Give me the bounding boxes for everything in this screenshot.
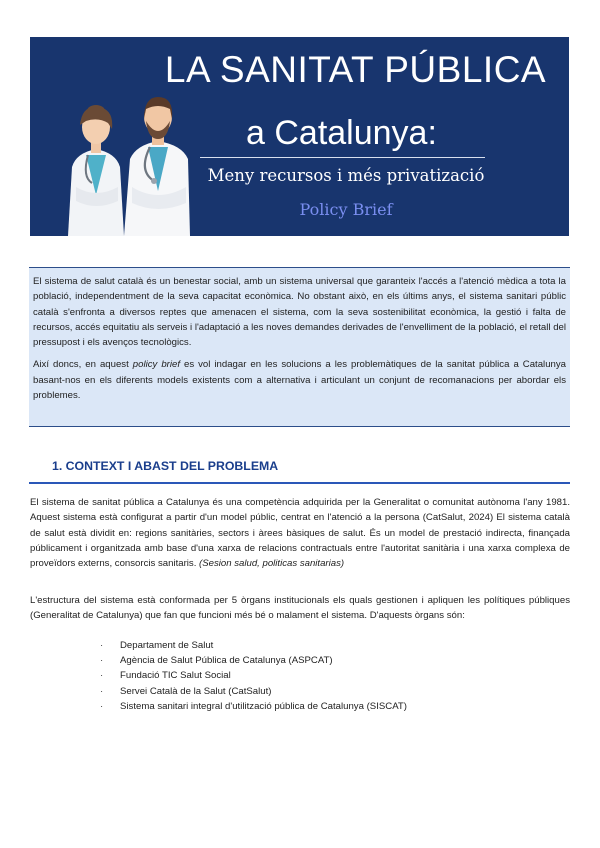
- citation: (Sesion salud, politicas sanitarias): [199, 558, 345, 570]
- abstract-paragraph-2: Així doncs, en aquest policy brief es vol indagar en les solucions a les problemàtiques de la sanitat pública a Catalunya basant-nos en els diferents models existents com a alternativa i articulant un conjunt de recomanacions per abordar els problemes.: [33, 359, 566, 402]
- male-doctor-figure: [124, 97, 190, 236]
- female-doctor-figure: [68, 105, 124, 236]
- section-paragraph-2: L'estructura del sistema està conformada per 5 òrgans institucionals els quals gestionen i apliquen les polítiques públiques (Generalitat de Catalunya) que fan que funcioni més bé o malament el sistema. D'aquests òrgans són:: [30, 595, 570, 622]
- banner-title-line2: a Catalunya:: [246, 114, 437, 152]
- header-banner: [30, 37, 569, 236]
- list-item: · Sistema sanitari integral d'utilització pública de Catalunya (SISCAT): [100, 699, 407, 714]
- abstract-box: [29, 267, 570, 427]
- list-item: · Departament de Salut: [100, 638, 407, 653]
- abstract-paragraph-1: El sistema de salut català és un benestar social, amb un sistema universal que garanteix l'accés a l'atenció mèdica a tota la població, independentment de la seva capacitat econòmica. No obstant això, en els últims anys, el sistema sanitari públic català s'enfronta a diversos reptes que amenacen el sistema, com la seva sostenibilitat econòmica, la gestió i falta de recursos, accés equitatiu als serveis i l'adaptació a les noves demandes derivades de l'envelliment de la població, el retall del pressupost i els avenços tecnològics.: [33, 276, 566, 349]
- doctors-illustration: [58, 95, 190, 236]
- organs-list: [100, 638, 407, 714]
- list-item: · Servei Català de la Salut (CatSalut): [100, 684, 407, 699]
- list-item: · Agència de Salut Pública de Catalunya (ASPCAT): [100, 653, 407, 668]
- section-divider: [29, 482, 570, 484]
- banner-title-line1: LA SANITAT PÚBLICA: [164, 49, 547, 90]
- policy-brief-emphasis: policy brief: [132, 359, 180, 371]
- banner-divider: [200, 157, 485, 158]
- banner-tag: Policy Brief: [299, 200, 393, 219]
- section-heading: 1. CONTEXT I ABAST DEL PROBLEMA: [52, 459, 279, 473]
- section-paragraph-1: El sistema de sanitat pública a Catalunya és una competència adquirida per la Generalitat o comunitat autònoma l'any 1981. Aquest sistema està configurat a partir d'un model públic, centrat en l'atenció a la persona (CatSalut, 2024) El sistema català de salut està dividit en: regions sanitàries, sectors i àrees bàsiques de salut. És un model de prestació indirecta, finançada públicament i organitzada amb base d'una xarxa de relacions contractuals entre l'autoritat sanitària i una xarxa complexa de proveïdors externs, consorcis sanitaris. (Sesion salud, politicas sanitarias): [30, 497, 570, 570]
- list-item: · Fundació TIC Salut Social: [100, 668, 407, 683]
- banner-subtitle: Meny recursos i més privatizació: [207, 166, 485, 185]
